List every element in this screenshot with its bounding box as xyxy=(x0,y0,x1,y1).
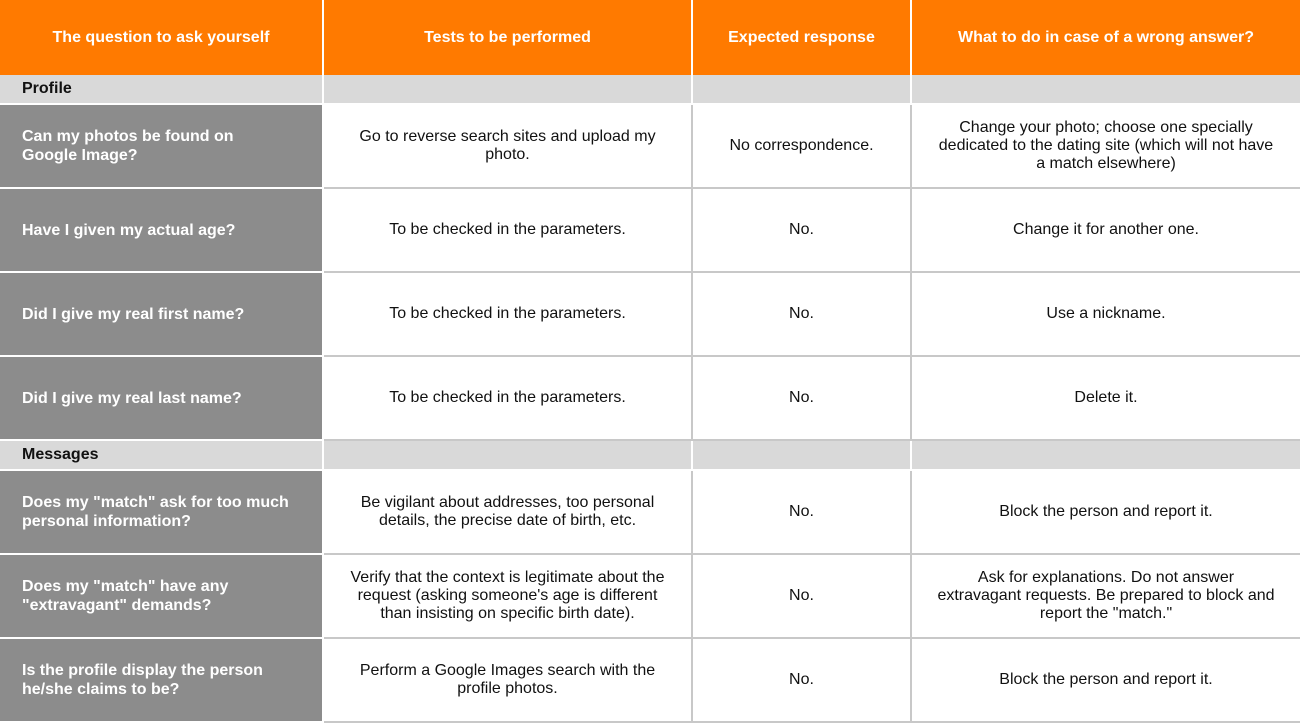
test-cell: To be checked in the parameters. xyxy=(324,273,693,357)
action-cell: Block the person and report it. xyxy=(912,471,1300,555)
action-cell: Delete it. xyxy=(912,357,1300,441)
test-cell: Go to reverse search sites and upload my photo. xyxy=(324,105,693,189)
test-cell: To be checked in the parameters. xyxy=(324,189,693,273)
section-spacer xyxy=(693,75,912,105)
section-spacer xyxy=(324,441,693,471)
header-question: The question to ask yourself xyxy=(0,0,324,75)
expected-cell: No. xyxy=(693,189,912,273)
question-cell: Is the profile display the person he/she claims to be? xyxy=(0,639,324,723)
section-spacer xyxy=(912,441,1300,471)
expected-cell: No. xyxy=(693,273,912,357)
section-spacer xyxy=(912,75,1300,105)
expected-cell: No. xyxy=(693,555,912,639)
test-cell: Be vigilant about addresses, too personal details, the precise date of birth, etc. xyxy=(324,471,693,555)
action-cell: Change it for another one. xyxy=(912,189,1300,273)
question-cell: Did I give my real last name? xyxy=(0,357,324,441)
question-cell: Did I give my real first name? xyxy=(0,273,324,357)
section-label-profile: Profile xyxy=(0,75,324,105)
section-spacer xyxy=(693,441,912,471)
test-cell: Verify that the context is legitimate about the request (asking someone's age is different than insisting on specific birth date). xyxy=(324,555,693,639)
expected-cell: No. xyxy=(693,357,912,441)
question-cell: Does my "match" ask for too much personal information? xyxy=(0,471,324,555)
action-cell: Use a nickname. xyxy=(912,273,1300,357)
expected-cell: No correspondence. xyxy=(693,105,912,189)
action-cell: Ask for explanations. Do not answer extravagant requests. Be prepared to block and report the "match." xyxy=(912,555,1300,639)
test-cell: To be checked in the parameters. xyxy=(324,357,693,441)
header-action: What to do in case of a wrong answer? xyxy=(912,0,1300,75)
question-cell: Can my photos be found on Google Image? xyxy=(0,105,324,189)
question-cell: Does my "match" have any "extravagant" demands? xyxy=(0,555,324,639)
test-cell: Perform a Google Images search with the profile photos. xyxy=(324,639,693,723)
action-cell: Change your photo; choose one specially dedicated to the dating site (which will not have a match elsewhere) xyxy=(912,105,1300,189)
action-cell: Block the person and report it. xyxy=(912,639,1300,723)
header-expected: Expected response xyxy=(693,0,912,75)
section-spacer xyxy=(324,75,693,105)
question-cell: Have I given my actual age? xyxy=(0,189,324,273)
expected-cell: No. xyxy=(693,639,912,723)
header-tests: Tests to be performed xyxy=(324,0,693,75)
expected-cell: No. xyxy=(693,471,912,555)
section-label-messages: Messages xyxy=(0,441,324,471)
